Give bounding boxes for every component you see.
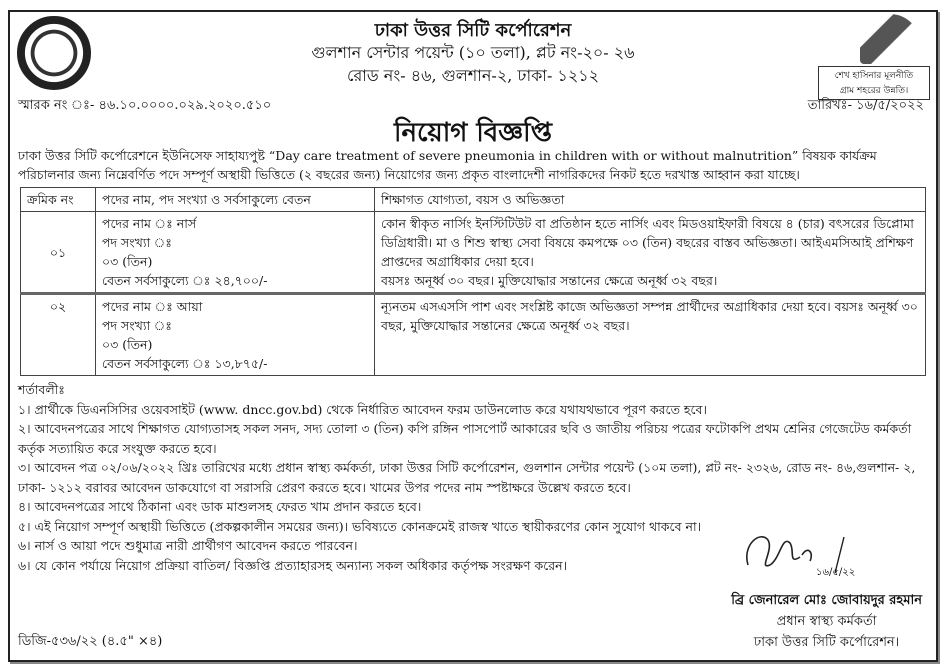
slogan-line-1: শেখ হাসিনার মূলনীতি [834, 71, 914, 81]
terms-heading: শর্তাবলীঃ [18, 382, 65, 397]
table-row [21, 212, 926, 294]
table-row [21, 294, 926, 376]
post-salary: বেতন সর্বসাকুল্যে ঃ ২৪,৭০০/- [102, 273, 268, 288]
term-item: ৫। এই নিয়োগ সম্পূর্ণ অস্থায়ী ভিত্তিতে (প্রকল্পকালীন সময়ের জন্য)। ভবিষ্যতে কোনক্রমেই রাজস্ব খাতে স্থায়ীকরণের কোন সুযোগ থাকবে না। [18, 518, 702, 534]
intro-paragraph: ঢাকা উত্তর সিটি কর্পোরেশনে ইউনিসেফ সাহায্যপুষ্ট “Day care treatment of severe pneumonia in children with or without malnutrition” বিষয়ক কার্যক্রম পরিচালনার জন্য নিম্নেবর্ণিত পদে সম্পূর্ণ অস্থায়ী ভিত্তিতে (২ বছরের জন্য) নিয়োগের জন্য প্রকৃত বাংলাদেশী নাগরিকদের নিকট হতে দরখাস্ত আহ্বান করা যাচ্ছে। [18, 148, 877, 182]
signer-designation: প্রধান স্বাস্থ্য কর্মকর্তা [776, 614, 877, 629]
term-item: ৩। আবেদন পত্র ০২/০৬/২০২২ খ্রিঃ তারিখের মধ্যে প্রধান স্বাস্থ্য কর্মকর্তা, ঢাকা উত্তর সিটি কর্পোরেশন, গুলশান সেন্টার পয়েন্ট (১০ম তলা), প্লট নং- ২৩২৬, রোড নং- ৪৬,গুলশান- ২, ঢাকা- ১২১২ বরাবর আবেদন ডাকযোগে বা সরাসরি প্রেরণ করতে হবে। খামের উপর পদের নাম স্পষ্টাক্ষরে উল্লেখ করতে হবে। [18, 460, 916, 495]
serial: ০১ [21, 212, 96, 294]
serial: ০২ [21, 294, 96, 376]
address-line-2: রোড নং- ৪৬, গুলশান-২, ঢাকা- ১২১২ [346, 66, 600, 85]
table-header-row [21, 188, 926, 212]
notice-title: নিয়োগ বিজ্ঞপ্তি [394, 118, 552, 148]
slogan-box [818, 66, 930, 100]
post-count-label: পদ সংখ্যা ঃ [102, 235, 172, 250]
term-item: ৪। আবেদনপত্রের সাথে ঠিকানা এবং ডাক মাশুলসহ ফেরত খাম প্রদান করতে হবে। [18, 499, 422, 514]
qualification-cell [375, 212, 926, 294]
col-serial: ক্রমিক নং [21, 188, 96, 212]
post-name: পদের নাম ঃ নার্স [102, 216, 197, 231]
post-count: ০৩ (তিন) [102, 254, 153, 269]
signer-org: ঢাকা উত্তর সিটি কর্পোরেশন। [753, 635, 900, 650]
address-line-1: গুলশান সেন্টার পয়েন্ট (১০ তলা), প্লট নং-২০- ২৬ [311, 43, 635, 62]
post-cell [96, 212, 375, 294]
post-count: ০৩ (তিন) [102, 337, 153, 352]
qualification: ন্যূনতম এসএসসি পাশ এবং সংশ্লিষ্ট কাজে অভিজ্ঞতা সম্পন্ন প্রার্থীদের অগ্রাধিকার দেয়া হবে। বয়সঃ অনূর্ধ্ব ৩০ বছর, মুক্তিযোদ্ধার সন্তানের ক্ষেত্রে অনূর্ধ্ব ৩২ বছর। [381, 299, 918, 333]
signature [740, 525, 860, 580]
post-count-label: পদ সংখ্যা ঃ [102, 318, 172, 333]
signer-block [731, 590, 922, 653]
posts-table [20, 187, 926, 376]
qualification-cell [375, 294, 926, 376]
col-qualification: শিক্ষাগত যোগ্যতা, বয়স ও অভিজ্ঞতা [375, 188, 926, 212]
signature-date: ১৬/৫/২২ [816, 567, 856, 578]
qualification: কোন স্বীকৃত নার্সিং ইনস্টিটিউট বা প্রতিষ্ঠান হতে নার্সিং এবং মিডওয়াইফারী বিষয়ে ৪ (চার) বৎসরের ডিপ্লোমা ডিগ্রিধারী। মা ও শিশু স্বাস্থ্য সেবা বিষয়ে কমপক্ষে ০৩ (তিন) বছরের বাস্তব অভিজ্ঞতা। আইএমসিআই প্রশিক্ষণ প্রাপ্তদের অগ্রাধিকার দেয়া হবে। [381, 216, 914, 269]
signer-name: ব্রি জেনারেল মোঃ জোবায়দুর রহমান [731, 593, 922, 608]
col-post: পদের নাম, পদ সংখ্যা ও সর্বসাকুল্যে বেতন [96, 188, 375, 212]
term-item: ২। আবেদনপত্রের সাথে শিক্ষাগত যোগ্যতাসহ সকল সনদ, সদ্য তোলা ৩ (তিন) কপি রঙ্গিন পাসপোর্ট আকারের ছবি ও জাতীয় পরিচয় পত্রের ফটোকপি প্রথম শ্রেনির গেজেটেড কর্মকর্তা কর্তৃক সত্যায়িত করে সংযুক্ত করতে হবে। [18, 421, 912, 456]
term-item: ৬। নার্স ও আয়া পদে শুধুমাত্র নারী প্রার্থীগণ আবেদন করতে পারবেন। [18, 538, 358, 553]
term-item: ৬। যে কোন পর্যায়ে নিয়োগ প্রক্রিয়া বাতিল/ বিজ্ঞপ্তি প্রত্যাহারসহ অন্যান্য সকল অধিকার কর্তৃপক্ষ সংরক্ষণ করেন। [18, 557, 568, 573]
age-limit: বয়সঃ অনূর্ধ্ব ৩০ বছর। মুক্তিযোদ্ধার সন্তানের ক্ষেত্রে অনূর্ধ্ব ৩২ বছর। [381, 273, 718, 288]
post-cell [96, 294, 375, 376]
term-item: ১। প্রার্থীকে ডিএনসিসির ওয়েবসাইট (www. dncc.gov.bd) থেকে নির্ধারিত আবেদন ফরম ডাউনলোড করে যথাযথভাবে পূরণ করতে হবে। [18, 401, 707, 417]
slogan-line-2: গ্রাম শহরের উন্নতি। [839, 86, 909, 96]
post-name: পদের নাম ঃ আয়া [102, 299, 203, 314]
memo-number: স্মারক নং ঃ- ৪৬.১০.০০০০.০২৯.২০২০.৫১০ [18, 98, 272, 113]
org-name: ঢাকা উত্তর সিটি কর্পোরেশন [374, 20, 572, 41]
footer-code: ডিজি-৫৩৬/২২ (৪.৫" ×৪) [18, 634, 163, 649]
post-salary: বেতন সর্বসাকুল্যে ঃ ১৩,৮৭৫/- [102, 356, 268, 371]
notice-date: তারিখঃ- ১৬/৫/২০২২ [807, 98, 924, 113]
